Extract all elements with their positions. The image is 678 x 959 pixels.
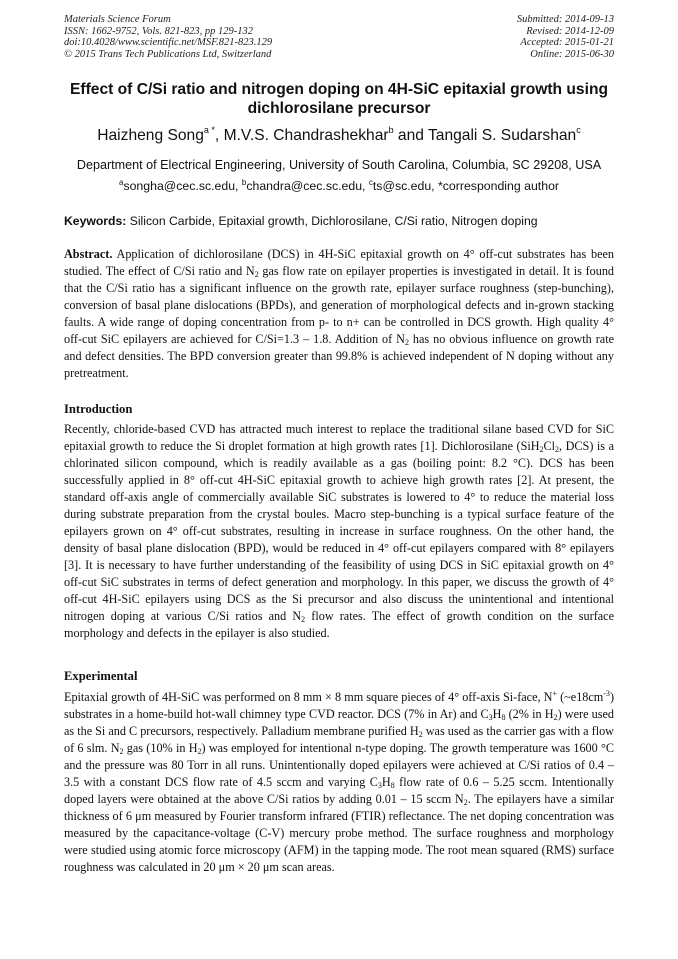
experimental-paragraph: [64, 689, 614, 876]
subscript: 8: [501, 713, 506, 722]
body-text: Recently, chloride-based CVD has attracted much interest to replace the traditional silane based CVD for SiC epitaxial growth to reduce the Si droplet formation at high growth rates [1]. Dichlorosilane (SiH: [64, 422, 614, 453]
body-text: was used as the carrier gas with a flow of 6 slm. N: [64, 724, 614, 755]
body-text: ) substrates in a home-build hot-wall chimney type CVD reactor. DCS (7% in Ar) and C: [64, 690, 614, 721]
email-text: ts@sc.edu, *corresponding author: [372, 179, 560, 193]
date-revised: Revised: 2014-12-09: [526, 25, 614, 37]
abstract-label: Abstract.: [64, 247, 113, 261]
body-text: , DCS) is a chlorinated silicon compound, which is readily available as a gas (boiling point: 8.2 °C). DCS has been successfully applied in 8° off-cut 4H-SiC epitaxial growth to achieve high growth rates [2]. At present, the standard off-axis angle of commercially available SiC substrates is lowered to 4° to reduce the material loss during substrate preparation from the crystal boules. Macro step-bunching is a typical surface feature of the epilayers grown on 4° off-cut substrates, resulting in increase in surface roughness. On the other hand, the density of basal plane dislocation (BPD), would be reduced in 4° off-cut epilayers compared with 8° epilayers [3]. It is necessary to have further understanding of the feasibility of using DCS in SiC epitaxial growth on 4° off-cut SiC substrates in terms of defect generation and morphology. In this paper, we discuss the growth of 4° off-cut 4H-SiC epilayers using DCS as the Si precursor and also discuss the unintentional and intentional nitrogen doping at various C/Si ratios and N: [64, 439, 614, 623]
author-affil-mark: c: [576, 125, 581, 135]
body-text: ) was employed for intentional n-type doping. The growth temperature was 1600 °C and the pressure was 80 Torr in all runs. Unintentionally doped epilayers were achieved at C/Si ratios of 0.4 – 3.5 with a constant DCS flow rate of 4.5 sccm and varying C: [64, 741, 614, 789]
abstract-text: has no obvious influence on growth rate and defect densities. The BPD conversion greater than 99.8% is achieved independent of N doping without any pretreatment.: [64, 332, 614, 380]
dates-header: [517, 14, 614, 60]
body-text: H: [381, 775, 391, 789]
body-text: (2% in H: [505, 707, 554, 721]
subscript: 2: [301, 615, 306, 624]
email-mark: b: [241, 178, 247, 187]
body-text: Epitaxial growth of 4H-SiC was performed on 8 mm × 8 mm square pieces of 4° off-axis Si-face, N: [64, 690, 553, 704]
email-text: songha@cec.sc.edu,: [123, 179, 242, 193]
date-submitted: Submitted: 2014-09-13: [516, 14, 614, 25]
author-separator: ,: [214, 127, 224, 144]
subscript: 2: [254, 270, 259, 279]
paper-title: Effect of C/Si ratio and nitrogen doping on 4H-SiC epitaxial growth using dichlorosilane precursor: [70, 81, 608, 117]
body-text: Cl: [543, 439, 556, 453]
subscript: 2: [418, 730, 423, 739]
subscript: 2: [555, 445, 560, 454]
journal-name: Materials Science Forum: [64, 14, 171, 25]
subscript: 2: [463, 798, 468, 807]
author-name: Haizheng Song: [97, 127, 204, 144]
journal-copyright: © 2015 Trans Tech Publications Ltd, Switzerland: [64, 48, 272, 60]
author-affil-mark: b: [388, 125, 394, 135]
journal-issn: ISSN: 1662-9752, Vols. 821-823, pp 129-132: [64, 25, 253, 37]
subscript: 3: [488, 713, 493, 722]
email-mark: c: [368, 178, 373, 187]
body-text: (~e18cm: [557, 690, 604, 704]
subscript: 2: [553, 713, 558, 722]
email-text: chandra@cec.sc.edu,: [246, 179, 369, 193]
superscript: +: [552, 689, 557, 698]
affiliation: Department of Electrical Engineering, University of South Carolina, Columbia, SC 29208, USA: [76, 158, 602, 172]
keywords: [64, 213, 616, 229]
body-text: flow rates. The effect of growth condition on the surface morphology and defects in the epilayer is also studied.: [64, 609, 614, 640]
body-text: ) were used as the Si and C precursors, respectively. Palladium membrane purified H: [64, 707, 614, 738]
author-name: M.V.S. Chandrashekhar: [223, 127, 389, 144]
abstract: [64, 246, 614, 382]
section-heading-introduction: Introduction: [64, 402, 133, 416]
author-line: [40, 126, 638, 146]
author-name: Tangali S. Sudarshan: [427, 127, 577, 144]
abstract-text: Application of dichlorosilane (DCS) in 4H-SiC epitaxial growth on 4° off-cut substrates has been studied. The effect of C/Si ratio and N: [64, 247, 614, 278]
introduction-paragraph: [64, 421, 614, 642]
body-text: H: [492, 707, 502, 721]
subscript: 8: [390, 781, 395, 790]
keywords-text: Silicon Carbide, Epitaxial growth, Dichlorosilane, C/Si ratio, Nitrogen doping: [126, 214, 538, 228]
body-text: flow rate of 0.6 – 5.25 sccm. Intentionally doped layers were obtained at the above C/Si ratios by adding 0.01 – 15 sccm N: [64, 775, 614, 806]
section-heading-experimental: Experimental: [64, 669, 138, 683]
email-mark: a: [118, 178, 124, 187]
subscript: 2: [404, 338, 409, 347]
journal-header: [64, 14, 272, 60]
author-separator: and: [393, 127, 428, 144]
author-affil-mark: a *: [203, 125, 215, 135]
body-text: . The epilayers have a similar thickness of 6 μm measured by Fourier transform infrared (FTIR) reflectance. The net doping concentration was measured by the capacitance-voltage (C-V) mercury probe method. The surface roughness and morphology were studied using atomic force microscopy (AFM) in the tapping mode. The root mean squared (RMS) surface roughness was calculated in 20 μm × 20 μm scan areas.: [64, 792, 615, 874]
subscript: 2: [119, 747, 124, 756]
date-online: Online: 2015-06-30: [530, 48, 614, 60]
journal-doi: doi:10.4028/www.scientific.net/MSF.821-823.129: [64, 37, 273, 49]
date-accepted: Accepted: 2015-01-21: [520, 37, 614, 49]
author-emails: [30, 178, 648, 194]
subscript: 3: [377, 781, 382, 790]
body-text: gas (10% in H: [123, 741, 198, 755]
subscript: 2: [539, 445, 544, 454]
keywords-label: Keywords:: [64, 214, 127, 228]
abstract-text: gas flow rate on epilayer properties is investigated in detail. It is found that the C/Si ratio has a significant influence on the growth rate, epilayer surface roughness (step-bunching), conversion of basal plane dislocations (BPDs), and generation of morphological defects and in-grown stacking faults. A wide range of doping concentration from p- to n+ can be controlled in DCS growth. High quality 4° off-cut SiC epilayers are achieved for C/Si=1.3 – 1.8. Addition of N: [64, 264, 615, 346]
subscript: 2: [197, 747, 202, 756]
superscript: -3: [603, 689, 610, 698]
